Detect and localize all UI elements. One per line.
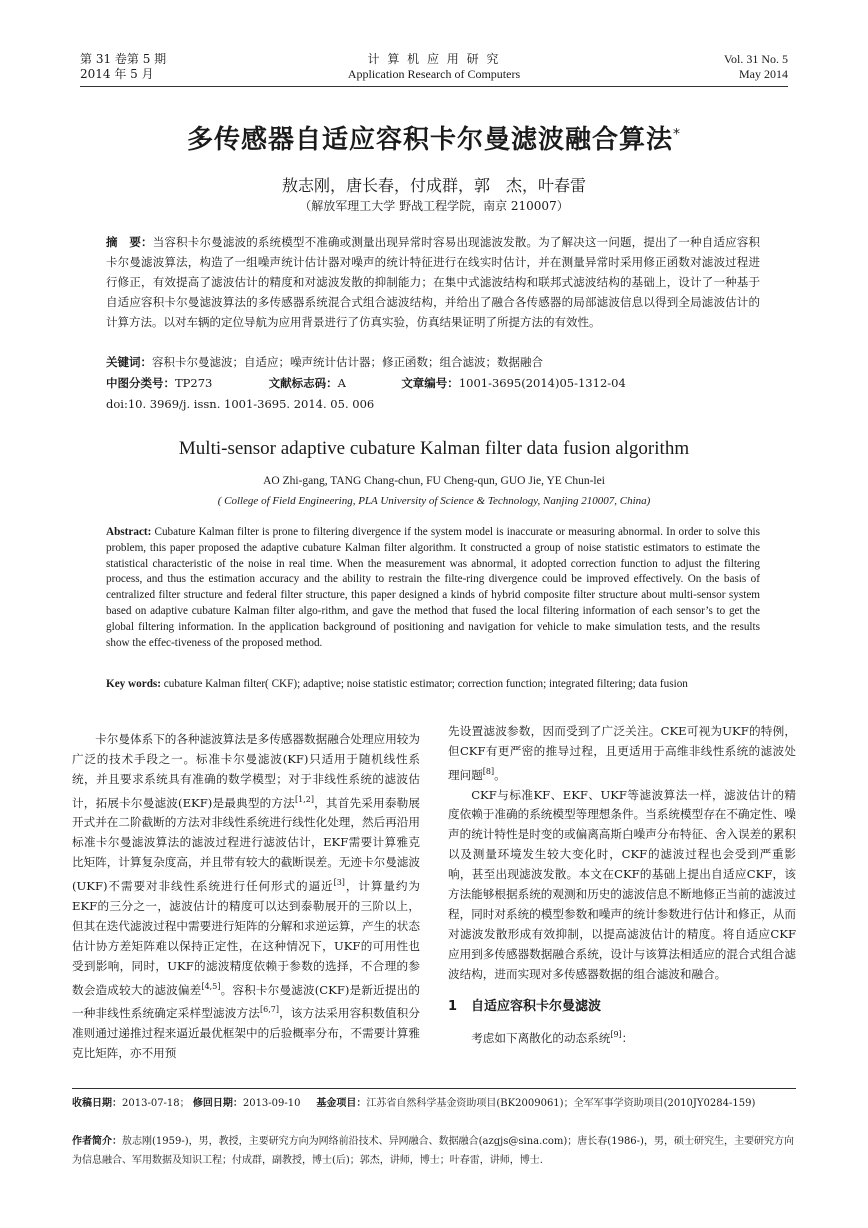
- doc-code-label: 文献标志码：: [268, 376, 338, 390]
- issue-date-cn: 2014 年 5 月: [80, 67, 154, 81]
- affiliation-cn: （解放军理工大学 野战工程学院，南京 210007）: [299, 199, 569, 213]
- keywords-cn-text: 容积卡尔曼滤波；自适应；噪声统计估计器；修正函数；组合滤波；数据融合: [152, 355, 543, 369]
- citation: [6,7]: [260, 1005, 279, 1015]
- keywords-cn: [106, 352, 760, 372]
- article-no-label: 文章编号：: [401, 376, 459, 390]
- body-text: 。容积卡尔曼滤波(CKF)是新近提出的一种非线性系统确定采样型滤波方法: [72, 982, 420, 1021]
- paper-title-cn: [0, 119, 868, 156]
- keywords-en-text: cubature Kalman filter( CKF); adaptive; noise statistic estimator; correction function; integrated filtering; data fusion: [163, 678, 688, 690]
- fund-label: 基金项目：: [316, 1098, 367, 1109]
- body-text: ，该方法采用容积数值积分准则通过递推过程来逼近最优框架中的后验概率分布，不需要计算雅克比矩阵，亦不用预: [72, 1006, 420, 1061]
- intro-paragraph-continued: [448, 722, 796, 786]
- intro-paragraph: [72, 730, 420, 1064]
- citation: [9]: [610, 1029, 622, 1039]
- title-text: 多传感器自适应容积卡尔曼滤波融合算法: [186, 125, 673, 155]
- citation: [4,5]: [201, 981, 221, 991]
- body-text: 先设置滤波参数，因而受到了广泛关注。CKE可视为UKF的特例，但CKF有更严密的推导过程，且更适用于高维非线性系统的滤波处理问题: [448, 724, 796, 782]
- fund-text: 江苏省自然科学基金资助项目(BK2009061)；全军军事学资助项目(2010JY0284-159): [366, 1098, 756, 1109]
- body-text: ，其首先采用泰勒展开式并在二阶截断的方法对非线性系统进行线性化处理，然后再沿用标准卡尔曼滤波算法的滤波过程进行滤波估计，EKF需要计算雅克比矩阵，计算复杂度高，并且带有较大的截断误差。无迹卡尔曼滤波(UKF)不需要对非线性系统进行任何形式的逼近: [72, 795, 420, 894]
- abstract-en-label: Abstract:: [106, 526, 152, 538]
- footnote-dates-fund: [72, 1094, 796, 1113]
- citation: [8]: [482, 766, 495, 776]
- journal-name-cn: 计 算 机 应 用 研 究: [367, 52, 501, 66]
- intro-paragraph-2: CKF与标准KF、EKF、UKF等滤波算法一样，滤波估计的精度依赖于准确的系统模型等理想条件。当系统模型存在不确定性、噪声的统计特性是时变的或偏离高斯白噪声分布特征、舍入误差的累积以及测量环境发生较大变化时，CKF的滤波过程也会受到严重影响，甚至出现滤波发散。本文在CKF的基础上提出自适应CKF，该方法能够根据系统的观测和历史的滤波信息不断地修正当前的滤波过程，同时对系统的模型参数和噪声的统计参数进行估计和修正，从而对滤波发散形成有效抑制，以提高滤波估计的精度。将自适应CKF应用到多传感器数据融合系统，设计与该算法相适应的混合式组合滤波结构，进而实现对多传感器数据的组合滤波和融合。: [448, 787, 796, 981]
- section-number: 1: [448, 998, 458, 1014]
- received-date: 2013-07-18；: [122, 1098, 190, 1109]
- article-no-value: 1001-3695(2014)05-1312-04: [458, 376, 626, 390]
- body-text: 卡尔曼体系下的各种滤波算法是多传感器数据融合处理应用较为广泛的技术手段之一。标准卡尔曼滤波(KF)只适用于随机线性系统，并且要求系统具有准确的数学模型；对于非线性系统的滤波估计，拓展卡尔曼滤波(EKF)是最典型的方法: [72, 732, 420, 810]
- authors-cn: 敖志刚，唐长春，付成群，郭 杰，叶春雷: [281, 176, 586, 195]
- body-text: ：: [621, 1030, 634, 1045]
- doc-code-value: A: [337, 376, 346, 390]
- title-footnote-mark: *: [673, 126, 681, 143]
- abstract-cn-text: 当容积卡尔曼滤波的系统模型不准确或测量出现异常时容易出现滤波发散。为了解决这一问题，提出了一种自适应容积卡尔曼滤波算法，构造了一组噪声统计估计器对噪声的统计特征进行在线实时估计，并在测量异常时采用修正函数对滤波过程进行修正，有效提高了滤波估计的精度和对滤波发散的抑制能力；在集中式滤波结构和联邦式滤波结构的基础上，设计了一种基于自适应容积卡尔曼滤波算法的多传感器系统混合式组合滤波结构，并给出了融合各传感器的局部滤波信息以得到全局滤波估计的计算方法。以对车辆的定位导航为应用背景进行了仿真实验，仿真结果证明了所提方法的有效性。: [106, 235, 761, 329]
- body-column-left: [72, 730, 420, 1064]
- section-heading-1: [448, 997, 796, 1017]
- issue-date-en: May 2014: [739, 67, 788, 81]
- keywords-cn-label: 关键词：: [106, 355, 152, 369]
- header-divider: [80, 86, 788, 87]
- clc-value: TP273: [175, 376, 213, 390]
- paper-title-en: Multi-sensor adaptive cubature Kalman filter data fusion algorithm: [178, 438, 690, 459]
- abstract-en-text: Cubature Kalman filter is prone to filtering divergence if the system model is inaccurate or measuring abnormal. In order to solve this problem, this paper proposed the adaptive cubature Kalman filter algorithm. It constructed a group of noise statistic estimators to estimate the statistical characteristic of the noise in real time. When the measurement was abnormal, it adopted correction function to adjust the filtering process, and thus the estimation accuracy and the ability to restrain the filte-ring divergence could be improved effectively. On the basis of centralized filter structure and federal filter structure, this paper designed a kinds of hybrid composite filter structure about multi-sensor system based on adaptive cubature Kalman filter algo-rithm, and gave the method that fused the local filtering information of each sensor’s to get the global filtering information. In the application background of positioning and navigation for vehicle to make simulation tests, and the results show the effec-tiveness of the proposed method.: [106, 526, 760, 649]
- authors-en: AO Zhi-gang, TANG Chang-chun, FU Cheng-qun, GUO Jie, YE Chun-lei: [263, 475, 605, 487]
- section-1-paragraph: [448, 1025, 796, 1049]
- body-text: ，计算量约为EKF的三分之一，滤波估计的精度可以达到泰勒展开的三阶以上，但其在迭代滤波过程中需要进行矩阵的分解和求逆运算，产生的状态估计协方差矩阵难以保持正定性，在这种情况下，UKF的可用性也受到影响，同时，UKF的滤波精度依赖于参数的选择，不合理的参数会造成较大的滤波偏差: [72, 879, 420, 997]
- classification-line: [106, 375, 626, 391]
- doi: doi:10. 3969/j. issn. 1001-3695. 2014. 05. 006: [106, 397, 375, 411]
- revised-date: 2013-09-10: [242, 1098, 301, 1109]
- footnote-divider: [72, 1088, 796, 1089]
- journal-issue-en: [724, 52, 788, 82]
- footnote-author-bio: [72, 1132, 796, 1170]
- body-column-right: [448, 722, 796, 1048]
- abstract-cn: [106, 232, 760, 332]
- bio-label: 作者简介：: [72, 1136, 122, 1147]
- journal-name-en: Application Research of Computers: [347, 67, 521, 81]
- bio-text: 敖志刚(1959-)，男，教授，主要研究方向为网络前沿技术、异网融合、数据融合(azgjs@sina.com)；唐长春(1986-)，男，硕士研究生，主要研究方向为信息融合、军用数据及知识工程；付成群，副教授，博士(后)；郭杰，讲师，博士；叶春雷，讲师，博士.: [72, 1136, 794, 1166]
- citation: [1,2]: [294, 794, 314, 804]
- keywords-en: [106, 677, 760, 693]
- revised-label: 修回日期：: [192, 1098, 243, 1109]
- clc-label: 中图分类号：: [106, 376, 175, 390]
- volume-issue: 第 31 卷第 5 期: [80, 52, 167, 66]
- body-text: 考虑如下离散化的动态系统: [471, 1030, 611, 1045]
- volume-issue-en: Vol. 31 No. 5: [723, 52, 788, 66]
- section-title: 自适应容积卡尔曼滤波: [471, 998, 602, 1014]
- body-text: 。: [494, 767, 506, 782]
- affiliation-en: ( College of Field Engineering, PLA University of Science & Technology, Nanjing 210007, China): [217, 495, 651, 507]
- abstract-cn-label: 摘 要：: [106, 235, 153, 249]
- abstract-en: [106, 525, 760, 651]
- citation: [3]: [333, 878, 345, 888]
- keywords-en-label: Key words:: [106, 678, 161, 690]
- received-label: 收稿日期：: [72, 1098, 122, 1109]
